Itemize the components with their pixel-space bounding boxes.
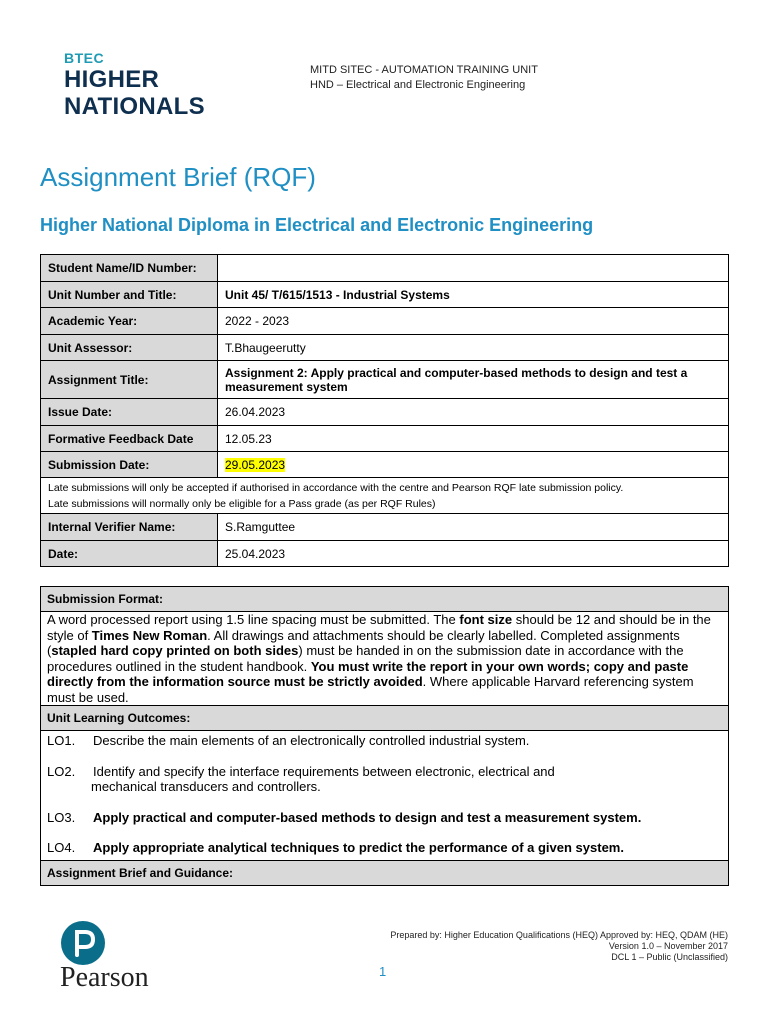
btec-logo: [64, 50, 205, 120]
table-row: [41, 399, 729, 426]
student-label: Student Name/ID Number:: [41, 255, 218, 282]
unit-value: Unit 45/ T/615/1513 - Industrial Systems: [218, 282, 729, 308]
learning-outcome-4: [47, 840, 722, 856]
learning-outcomes-body: [41, 731, 729, 861]
document-header: [310, 63, 538, 93]
student-value: [218, 255, 729, 282]
learning-outcome-1: [47, 733, 722, 749]
issue-date-label: Issue Date:: [41, 399, 218, 426]
table-row: [41, 452, 729, 478]
lo3-code: LO3.: [47, 809, 76, 825]
table-row: [41, 612, 729, 706]
submission-date-label: Submission Date:: [41, 452, 218, 478]
table-row: [41, 361, 729, 399]
table-row: [41, 587, 729, 612]
logo-higher: HIGHER: [64, 66, 160, 93]
format-text-1: A word processed report using 1.5 line spacing must be submitted. The: [47, 612, 460, 627]
lo4-text: Apply appropriate analytical techniques to predict the performance of a given system.: [93, 840, 624, 855]
year-value: 2022 - 2023: [218, 308, 729, 335]
header-line-1: MITD SITEC - AUTOMATION TRAINING UNIT: [310, 64, 538, 76]
table-row: [41, 706, 729, 731]
assessor-value: T.Bhaugeerutty: [218, 335, 729, 361]
format-bold-2: Times New Roman: [91, 627, 208, 643]
guidance-header: Assignment Brief and Guidance:: [41, 860, 729, 885]
table-row: [41, 335, 729, 361]
table-row: [41, 478, 729, 514]
issue-date-value: 26.04.2023: [218, 399, 729, 426]
assignment-info-table: [40, 254, 729, 567]
table-row: [41, 282, 729, 308]
formative-feedback-value: 12.05.23: [218, 426, 729, 452]
submission-format-header: Submission Format:: [41, 587, 729, 612]
lo2-code: LO2.: [47, 763, 76, 779]
submission-date-cell: [218, 452, 729, 478]
submission-format-body: [41, 612, 729, 706]
late-note-line-1: Late submissions will only be accepted if authorised in accordance with the centre and Pearson RQF late submission policy.: [48, 481, 624, 494]
unit-label: Unit Number and Title:: [41, 282, 218, 308]
format-text-3: . All drawings and attachments should be clearly labelled. Completed assignments (: [47, 627, 680, 658]
submission-format-table: [40, 586, 729, 886]
footer-version: Version 1.0 – November 2017: [608, 941, 728, 951]
table-row: [41, 860, 729, 885]
logo-nationals: NATIONALS: [64, 93, 205, 120]
year-label: Academic Year:: [41, 308, 218, 335]
table-row: [41, 541, 729, 567]
table-row: [41, 426, 729, 452]
learning-outcome-2: [47, 764, 722, 780]
lo1-code: LO1.: [47, 733, 76, 748]
footer-prepared: Prepared by: Higher Education Qualifications (HEQ) Approved by: HEQ, QDAM (HE): [390, 930, 728, 940]
lo1-text: Describe the main elements of an electronically controlled industrial system.: [93, 733, 530, 748]
format-bold-3: stapled hard copy printed on both sides: [51, 643, 299, 658]
date-label: Date:: [41, 541, 218, 567]
table-row: [41, 731, 729, 861]
table-row: [41, 514, 729, 541]
date-value: 25.04.2023: [218, 541, 729, 567]
table-row: [41, 255, 729, 282]
assignment-title-label: Assignment Title:: [41, 361, 218, 399]
learning-outcome-3: [47, 810, 722, 826]
late-submission-note: [41, 478, 729, 514]
late-note-line-2: Late submissions will normally only be eligible for a Pass grade (as per RQF Rules): [48, 497, 436, 510]
page-number: 1: [379, 964, 387, 979]
header-line-2: HND – Electrical and Electronic Engineering: [310, 79, 526, 91]
lo3-text: Apply practical and computer-based methods to design and test a measurement system.: [93, 809, 642, 825]
assessor-label: Unit Assessor:: [41, 335, 218, 361]
document-footer: [390, 930, 728, 963]
format-bold-1: font size: [459, 612, 513, 627]
lo4-code: LO4.: [47, 840, 76, 855]
format-text-5: . Where applicable Harvard referencing system must be used.: [47, 674, 694, 705]
learning-outcomes-header: Unit Learning Outcomes:: [41, 706, 729, 731]
verifier-value: S.Ramguttee: [218, 514, 729, 541]
formative-feedback-label: Formative Feedback Date: [41, 426, 218, 452]
submission-date-value: 29.05.2023: [225, 457, 286, 472]
lo2-text-a: Identify and specify the interface requirements between electronic, electrical and: [93, 763, 555, 779]
footer-dcl: DCL 1 – Public (Unclassified): [611, 952, 728, 962]
format-text-2: should be 12 and should be in the style of: [47, 612, 711, 643]
assignment-title-value: Assignment 2: Apply practical and computer-based methods to design and test a measurement system: [218, 361, 729, 399]
format-bold-4: You must write the report in your own words; copy and paste directly from the information source must be strictly avoided: [47, 658, 689, 689]
pearson-wordmark: Pearson: [60, 962, 149, 993]
page-title: Assignment Brief (RQF): [40, 162, 316, 192]
learning-outcome-2-cont: mechanical transducers and controllers.: [91, 779, 321, 794]
page-subtitle: Higher National Diploma in Electrical and Electronic Engineering: [40, 215, 594, 235]
verifier-label: Internal Verifier Name:: [41, 514, 218, 541]
logo-btec: BTEC: [64, 50, 105, 66]
format-text-4: ) must be handed in on the submission date in accordance with the procedures outlined in the student handbook.: [47, 643, 684, 674]
table-row: [41, 308, 729, 335]
